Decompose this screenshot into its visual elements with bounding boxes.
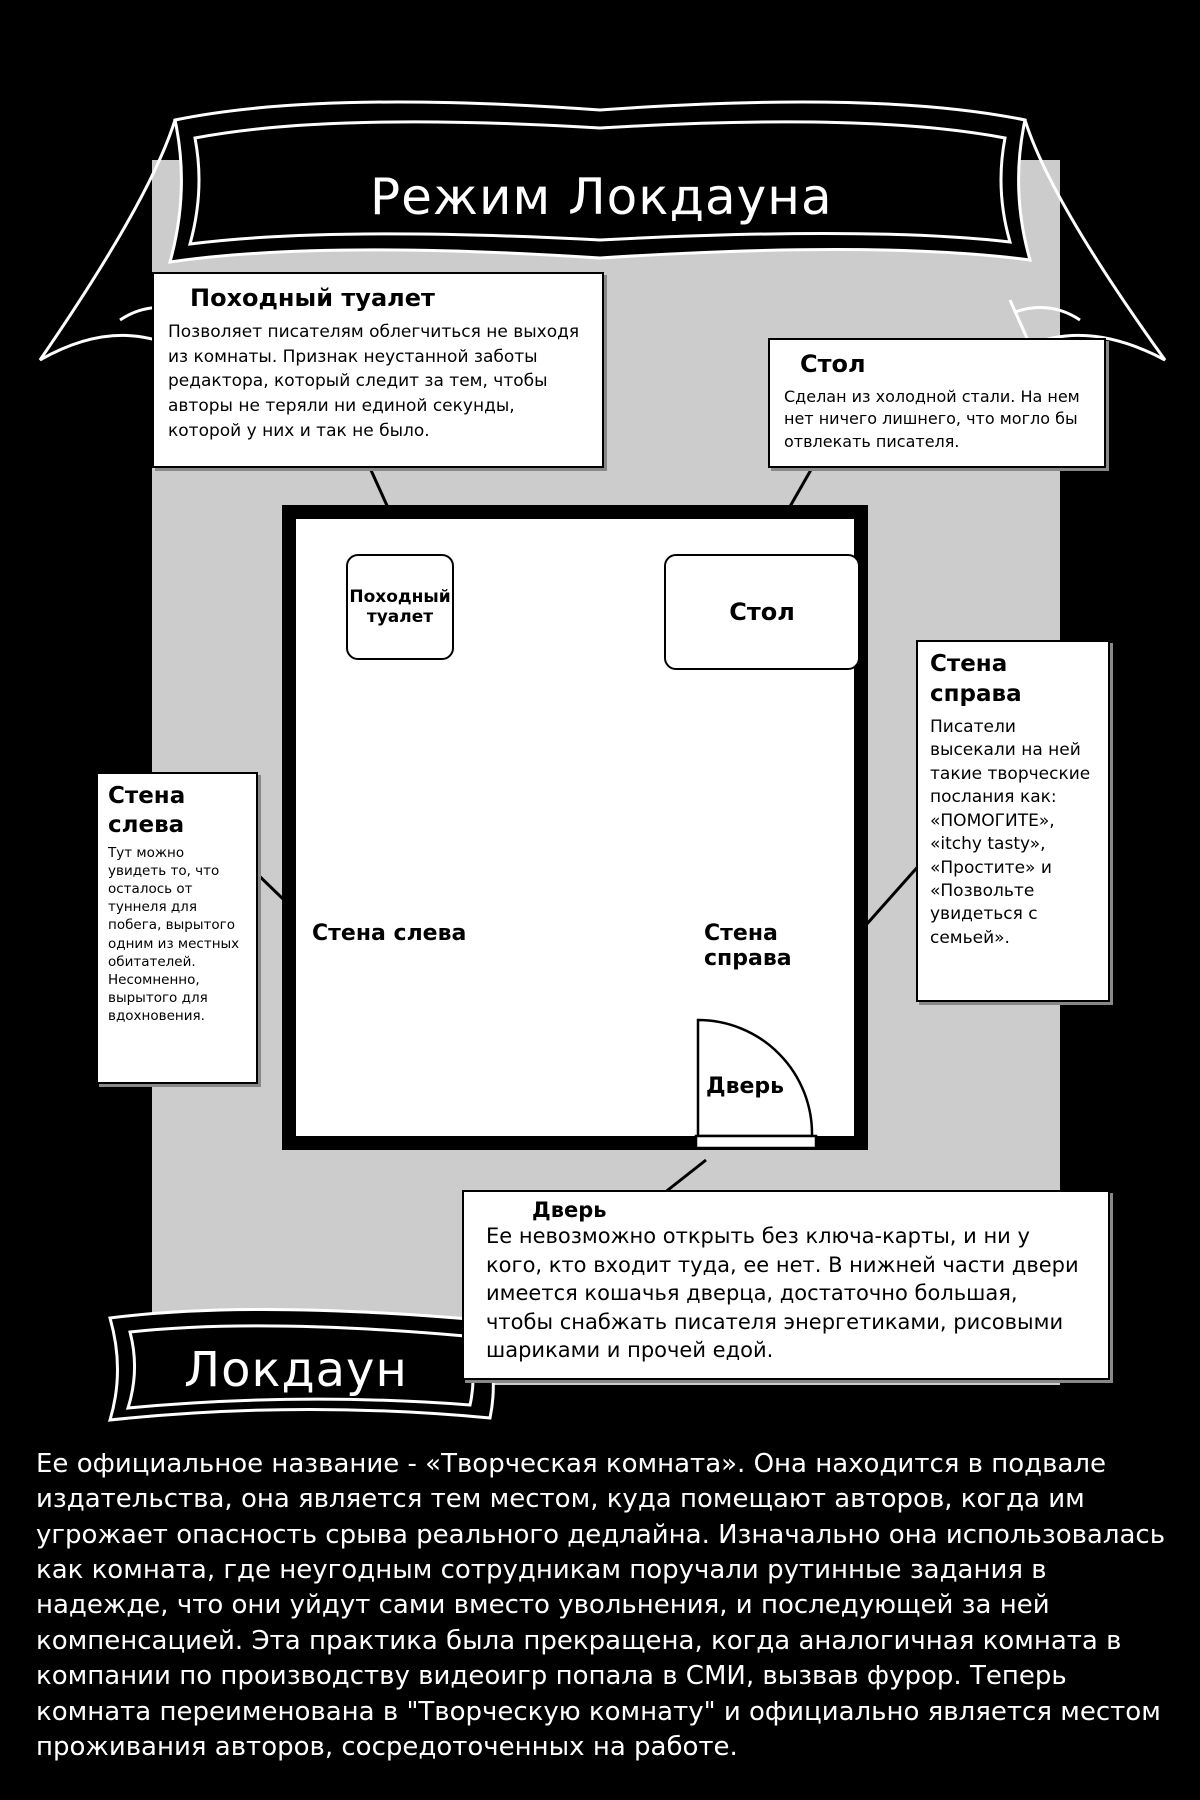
right-wall-info-card	[916, 640, 1110, 1002]
toilet-box-label: Походный туалет	[349, 587, 451, 627]
door-card-text: Ее невозможно открыть без ключа-карты, и ни у кого, кто входит туда, ее нет. В нижней части двери имеется кошачья дверца, достаточно большая, чтобы снабжать писателя энергетиками, рисовыми шариками и прочей едой.	[486, 1224, 1079, 1363]
desk-box	[664, 554, 860, 670]
description-paragraph: Ее официальное название - «Творческая комната». Она находится в подвале издательства, она является тем местом, куда помещают авторов, когда им угрожает опасность срыва реального дедлайна. Изначально она использовалась как комната, где неугодным сотрудникам поручали рутинные задания в надежде, что они уйдут сами вместо увольнения, и последующей за ней компенсацией. Эта практика была прекращена, когда аналогичная комната в компании по производству видеоигр попала в СМИ, вызвав фурор. Теперь комната переименована в "Творческую комнату" и официально является местом проживания авторов, сосредоточенных на работе.	[36, 1449, 1166, 1762]
left-wall-card-heading: Стена слева	[108, 783, 186, 838]
toilet-box	[346, 554, 454, 660]
door-floor-label: Дверь	[706, 1074, 785, 1099]
left-wall-floor-label: Стена слева	[312, 921, 467, 946]
desk-box-label: Стол	[729, 598, 795, 626]
right-wall-card-text: Писатели высекали на ней такие творческие послания как: «ПОМОГИТЕ», «itchy tasty», «Простите» и «Позвольте увидеться с семьей».	[930, 716, 1091, 948]
door-info-card	[462, 1190, 1110, 1380]
left-wall-info-card	[96, 772, 258, 1084]
desk-card-text: Сделан из холодной стали. На нем нет ничего лишнего, что могло бы отвлекать писателя.	[784, 387, 1080, 451]
right-wall-leader-line	[866, 862, 922, 925]
room-floor-plan	[282, 505, 868, 1150]
section-title: Локдаун	[184, 1342, 408, 1398]
toilet-card-text: Позволяет писателям облегчиться не выходя из комнаты. Признак неустанной заботы редактора, который следит за тем, чтобы авторы не теряли ни единой секунды, которой у них и так не было.	[168, 322, 580, 441]
toilet-card-heading: Походный туалет	[190, 284, 435, 312]
page-title: Режим Локдауна	[370, 168, 833, 226]
desk-info-card	[768, 338, 1106, 468]
toilet-info-card	[152, 272, 604, 468]
right-wall-card-heading: Стена справа	[930, 651, 1022, 707]
left-wall-card-text: Тут можно увидеть то, что осталось от туннеля для побега, вырытого одним из местных обитателей. Несомненно, вырытого для вдохновения.	[108, 844, 240, 1025]
right-wall-floor-label: Стена справа	[704, 921, 792, 971]
door-card-heading: Дверь	[532, 1198, 607, 1222]
desk-card-heading: Стол	[800, 350, 866, 378]
